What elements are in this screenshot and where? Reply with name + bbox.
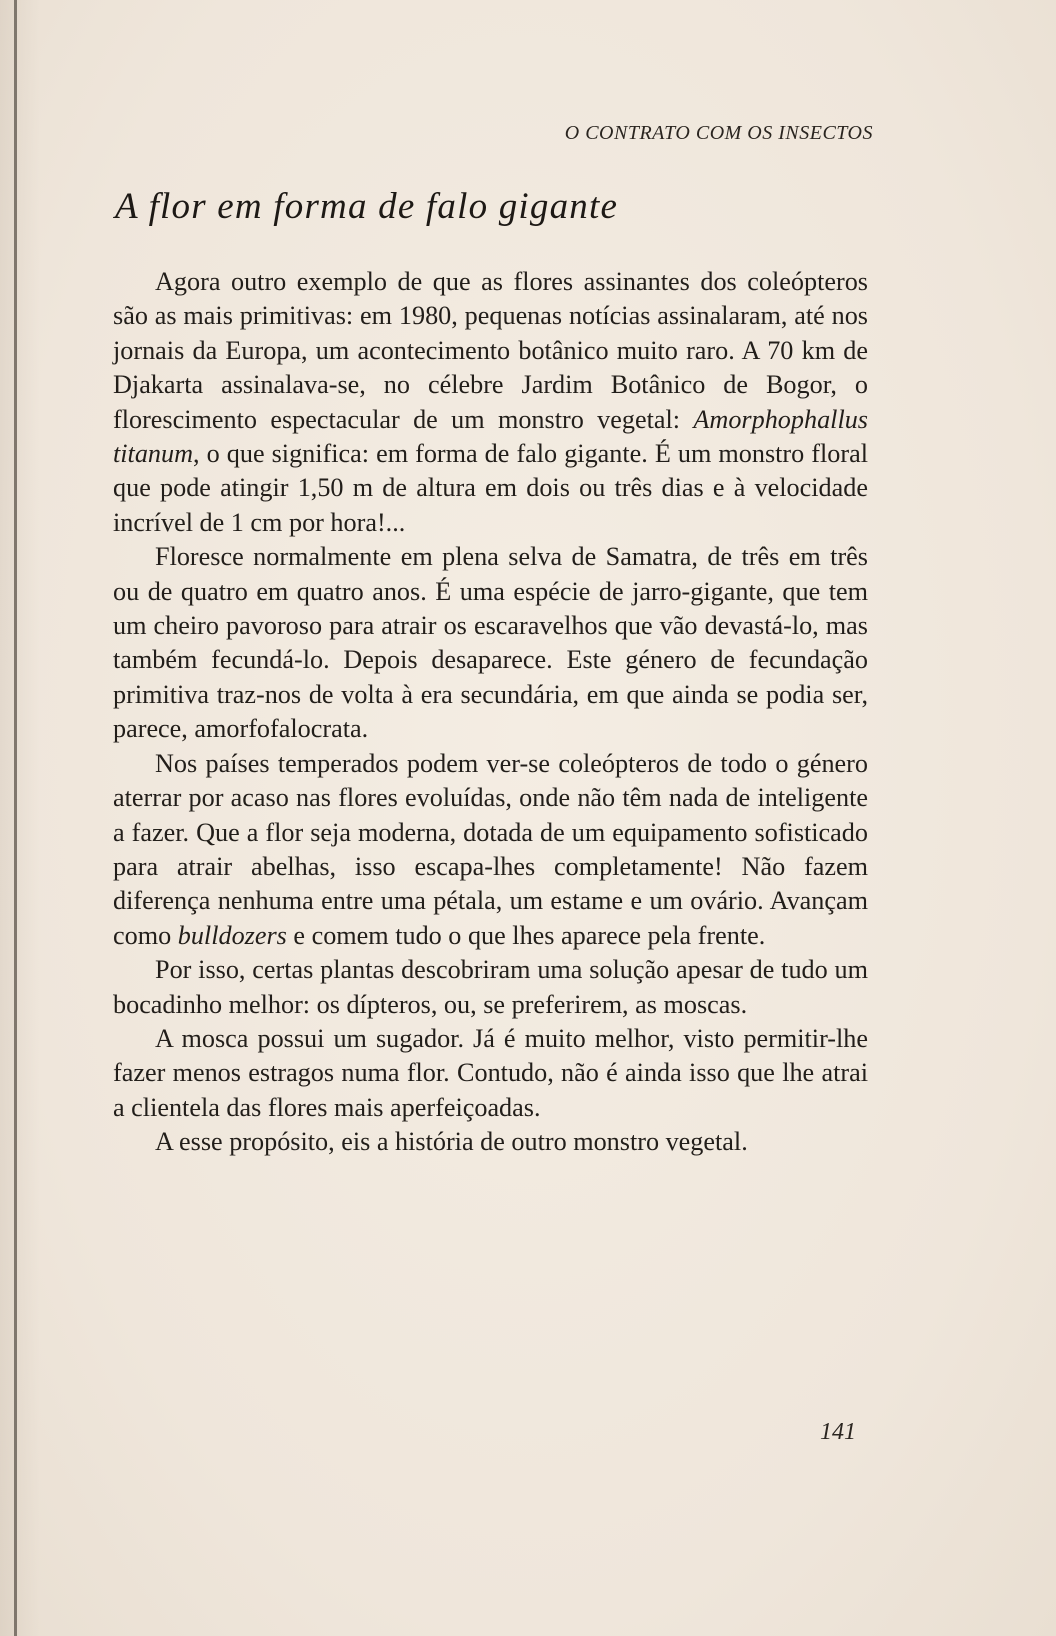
paragraph-3 xyxy=(113,747,868,953)
species-name: Amorphophallus titanum xyxy=(113,404,868,469)
binding-edge xyxy=(14,0,17,1636)
paragraph-3-text-b: e comem tudo o que lhes aparece pela frente. xyxy=(286,920,766,950)
section-title: A flor em forma de falo gigante xyxy=(115,186,619,227)
body-text xyxy=(113,265,868,1160)
paragraph-2: Floresce normalmente em plena selva de Samatra, de três em três ou de quatro em quatro anos. É uma espécie de jarro-gigante, que tem um cheiro pavoroso para atrair os escaravelhos que vão devastá-lo, mas também fecundá-lo. Depois desaparece. Este género de fecundação primitiva traz-nos de volta à era secundária, em que ainda se podia ser, parece, amorfofalocrata. xyxy=(113,542,868,744)
page-number: 141 xyxy=(820,1419,856,1445)
running-head: O CONTRATO COM OS INSECTOS xyxy=(564,122,873,144)
paragraph-1-text-a: Agora outro exemplo de que as flores assinantes dos coleópteros são as mais primitivas: em 1980, pequenas notícias assinalaram, até nos jornais da Europa, um acontecimento botânico muito raro. A 70 km de Djakarta assinalava-se, no célebre Jardim Botânico de Bogor, o florescimento espectacular de um monstro vegetal: xyxy=(113,267,868,434)
paragraph-5: A mosca possui um sugador. Já é muito melhor, visto permitir-lhe fazer menos estragos numa flor. Contudo, não é ainda isso que lhe atrai a clientela das flores mais aperfeiçoadas. xyxy=(113,1023,868,1122)
paragraph-6: A esse propósito, eis a história de outro monstro vegetal. xyxy=(155,1127,748,1157)
emphasis-bulldozers: bulldozers xyxy=(177,920,287,950)
paragraph-4: Por isso, certas plantas descobriram uma solução apesar de tudo um bocadinho melhor: os dípteros, ou, se preferirem, as moscas. xyxy=(113,955,868,1019)
paragraph-1-text-b: , o que significa: em forma de falo gigante. É um monstro floral que pode atingir 1,50 m de altura em dois ou três dias e à velocidade incrível de 1 cm por hora!... xyxy=(113,439,868,537)
paragraph-1 xyxy=(113,265,868,540)
paragraph-3-text-a: Nos países temperados podem ver-se coleópteros de todo o género aterrar por acaso nas flores evoluídas, onde não têm nada de inteligente a fazer. Que a flor seja moderna, dotada de um equipamento sofisticado para atrair abelhas, isso escapa-lhes completamente! Não fazem diferença nenhuma entre uma pétala, um estame e um ovário. Avançam como xyxy=(113,748,868,950)
